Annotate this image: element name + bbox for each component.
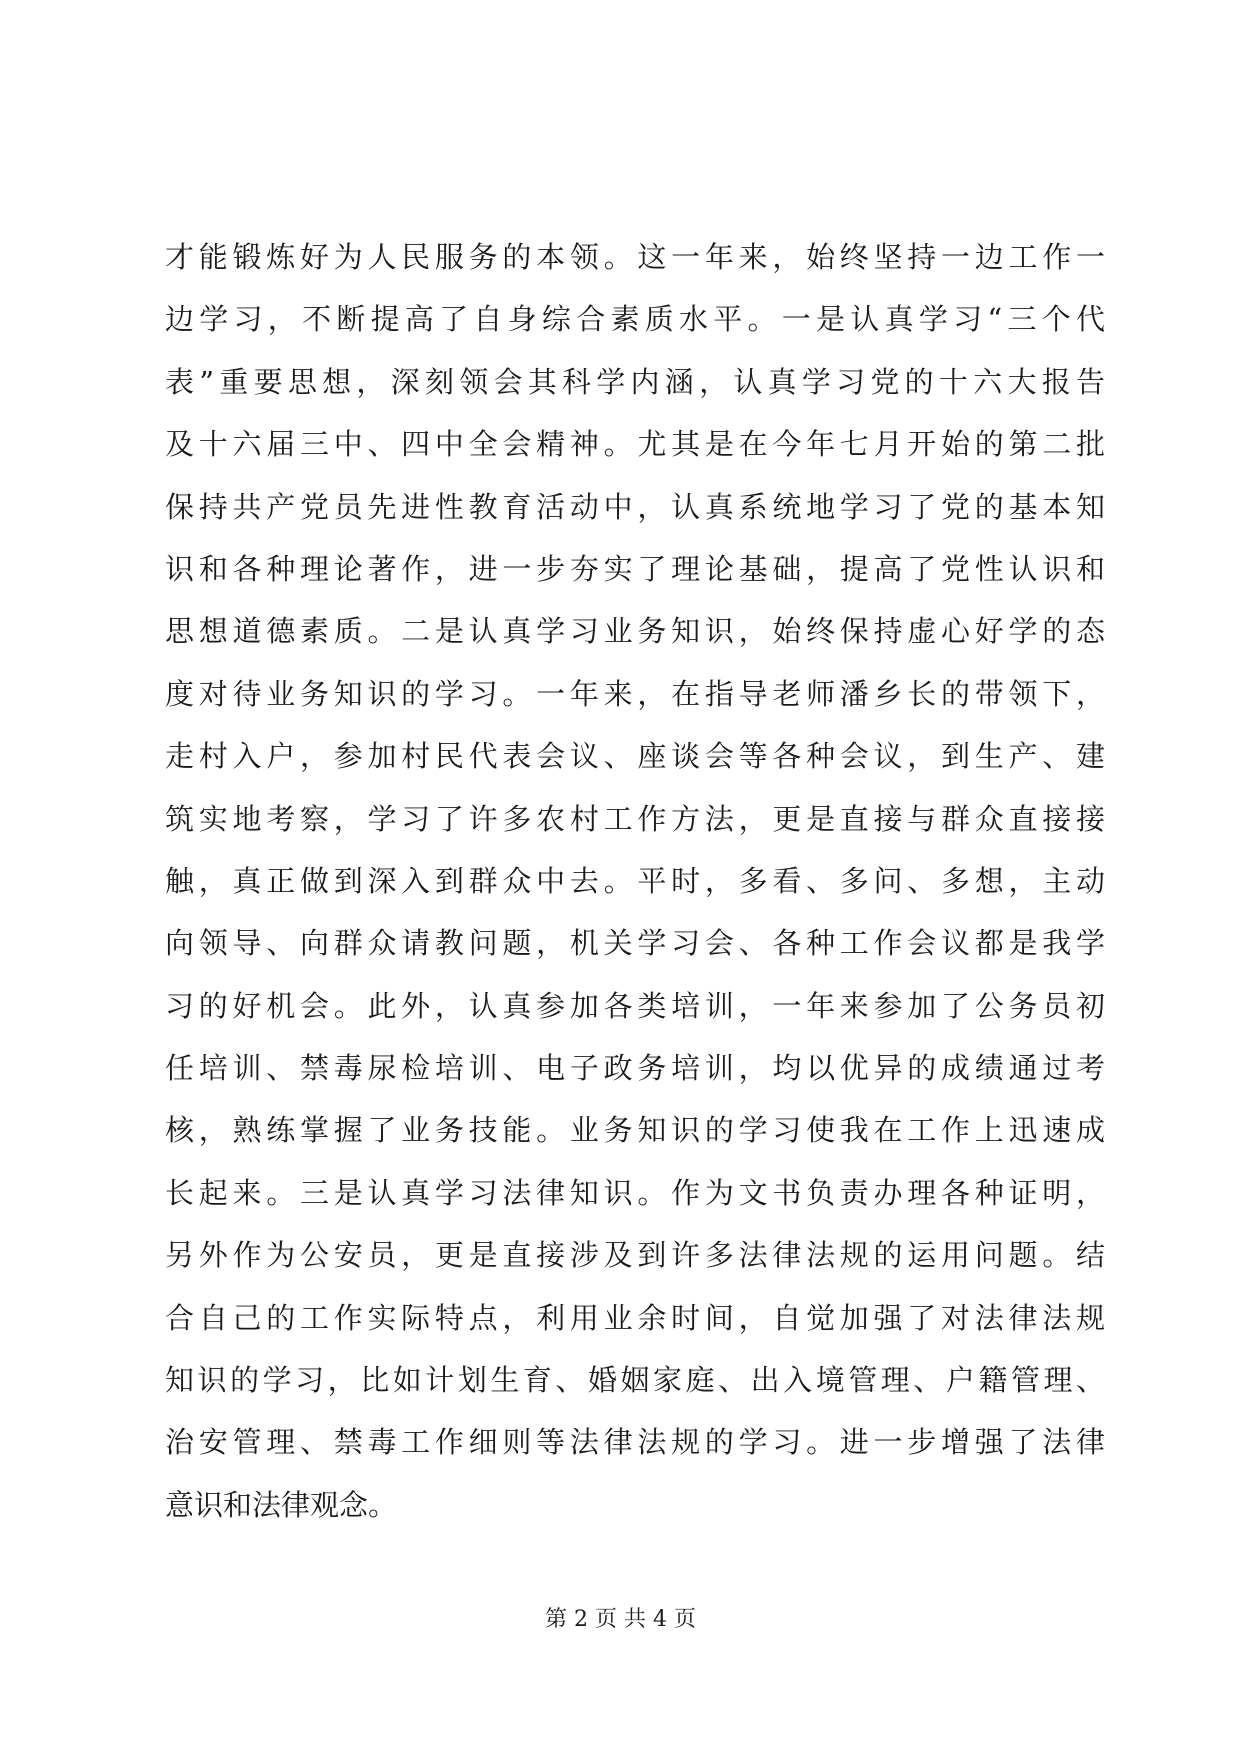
page-number-label: 第 2 页 共 4 页 [545,1607,696,1632]
text-line: 习的好机会。此外，认真参加各类培训，一年来参加了公务员初 [165,988,1105,1023]
text-line: 知识的学习，比如计划生育、婚姻家庭、出入境管理、户籍管理、 [165,1363,1105,1398]
text-line: 及十六届三中、四中全会精神。尤其是在今年七月开始的第二批 [165,427,1105,462]
text-line: 合自己的工作实际特点，利用业余时间，自觉加强了对法律法规 [165,1300,1105,1335]
text-line: 走村入户，参加村民代表会议、座谈会等各种会议，到生产、建 [165,739,1105,774]
text-line: 长起来。三是认真学习法律知识。作为文书负责办理各种证明， [165,1175,1105,1210]
text-line: 思想道德素质。二是认真学习业务知识，始终保持虚心好学的态 [165,614,1105,649]
text-line: 核，熟练掌握了业务技能。业务知识的学习使我在工作上迅速成 [165,1113,1105,1148]
text-line: 才能锻炼好为人民服务的本领。这一年来，始终坚持一边工作一 [165,240,1105,274]
text-line: 识和各种理论著作，进一步夯实了理论基础，提高了党性认识和 [165,551,1105,586]
text-line: 表”重要思想，深刻领会其科学内涵，认真学习党的十六大报告 [165,364,1105,399]
text-line: 保持共产党员先进性教育活动中，认真系统地学习了党的基本知 [165,489,1105,524]
text-line: 任培训、禁毒尿检培训、电子政务培训，均以优异的成绩通过考 [165,1051,1105,1086]
body-paragraph [165,226,1105,1536]
text-line: 向领导、向群众请教问题，机关学习会、各种工作会议都是我学 [165,926,1105,961]
text-line: 意识和法律观念。 [165,1487,398,1522]
text-line: 另外作为公安员，更是直接涉及到许多法律法规的运用问题。结 [165,1238,1105,1273]
text-line: 治安管理、禁毒工作细则等法律法规的学习。进一步增强了法律 [165,1425,1105,1460]
text-line: 触，真正做到深入到群众中去。平时，多看、多问、多想，主动 [165,863,1105,898]
text-line: 度对待业务知识的学习。一年来，在指导老师潘乡长的带领下， [165,676,1105,711]
text-line: 筑实地考察，学习了许多农村工作方法，更是直接与群众直接接 [165,801,1105,836]
text-line: 边学习，不断提高了自身综合素质水平。一是认真学习“三个代 [165,302,1105,337]
page-footer [0,1606,1241,1634]
